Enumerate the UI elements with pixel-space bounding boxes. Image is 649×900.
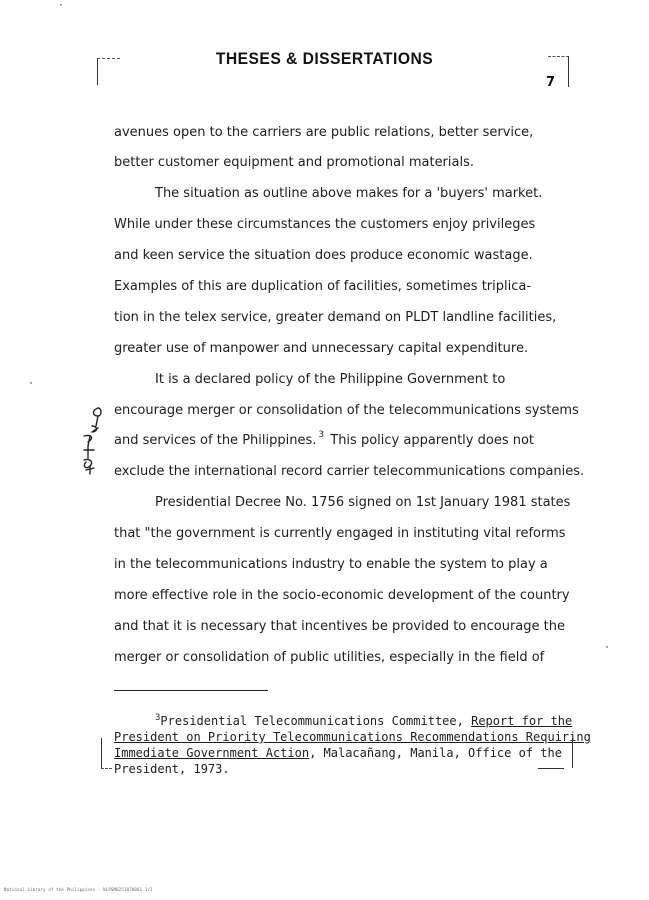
- footnote-marker: 3: [155, 713, 161, 723]
- body-line: more effective role in the socio-economic development of the country: [114, 588, 570, 603]
- body-line: greater use of manpower and unnecessary capital expenditure.: [114, 341, 529, 356]
- handwriting-icon: [70, 400, 110, 480]
- footnote-line: [114, 746, 562, 760]
- footnote-line: [114, 730, 591, 744]
- body-line: and that it is necessary that incentives be provided to encourage the: [114, 619, 565, 634]
- footnote-text: , Malacañang, Manila, Office of the: [309, 746, 562, 760]
- footnote-line: President, 1973.: [114, 762, 230, 776]
- footnote-title: President on Priority Telecommunications Recommendations Requiring: [114, 730, 591, 744]
- footnote-reference: 3: [318, 430, 325, 440]
- scan-speck: [60, 4, 62, 6]
- body-line: exclude the international record carrier telecommunications companies.: [114, 464, 585, 479]
- body-line: better customer equipment and promotional materials.: [114, 155, 475, 170]
- body-text: This policy apparently does not: [330, 433, 535, 448]
- body-line: Examples of this are duplication of facilities, sometimes triplica-: [114, 279, 532, 294]
- body-line: that "the government is currently engaged in instituting vital reforms: [114, 526, 566, 541]
- body-line: While under these circumstances the customers enjoy privileges: [114, 217, 536, 232]
- footnote-title: Immediate Government Action: [114, 746, 310, 760]
- body-line: Presidential Decree No. 1756 signed on 1st January 1981 states: [155, 495, 571, 510]
- body-line: avenues open to the carriers are public relations, better service,: [114, 125, 534, 140]
- footnote-text: Presidential Telecommunications Committee,: [160, 714, 472, 728]
- archive-stamp: National Library of the Philippines · NLPSM0251870001 1/2: [4, 887, 153, 892]
- body-line: The situation as outline above makes for a 'buyers' market.: [155, 186, 543, 201]
- footnote-separator: [114, 690, 268, 691]
- footnote-dash: [538, 768, 564, 769]
- body-line: merger or consolidation of public utilities, especially in the field of: [114, 650, 545, 665]
- body-text: and services of the Philippines.: [114, 433, 317, 448]
- body-line: It is a declared policy of the Philippine Government to: [155, 372, 506, 387]
- handwritten-margin-note: [70, 400, 110, 480]
- body-line: and keen service the situation does produce economic wastage.: [114, 248, 533, 263]
- body-line-with-footnote: [114, 430, 535, 450]
- scan-speck: [606, 646, 608, 648]
- body-line: in the telecommunications industry to enable the system to play a: [114, 557, 548, 572]
- page-number: 7: [546, 75, 556, 90]
- footnote-title: Report for the: [471, 714, 573, 728]
- footnote-bracket-left: [101, 738, 112, 769]
- collection-header-title: THESES & DISSERTATIONS: [215, 49, 434, 68]
- body-line: encourage merger or consolidation of the telecommunications systems: [114, 403, 579, 418]
- footnote-bracket-right: [566, 738, 573, 768]
- scan-speck: [30, 382, 32, 384]
- body-line: tion in the telex service, greater demand on PLDT landline facilities,: [114, 310, 557, 325]
- footnote-line: [155, 714, 572, 730]
